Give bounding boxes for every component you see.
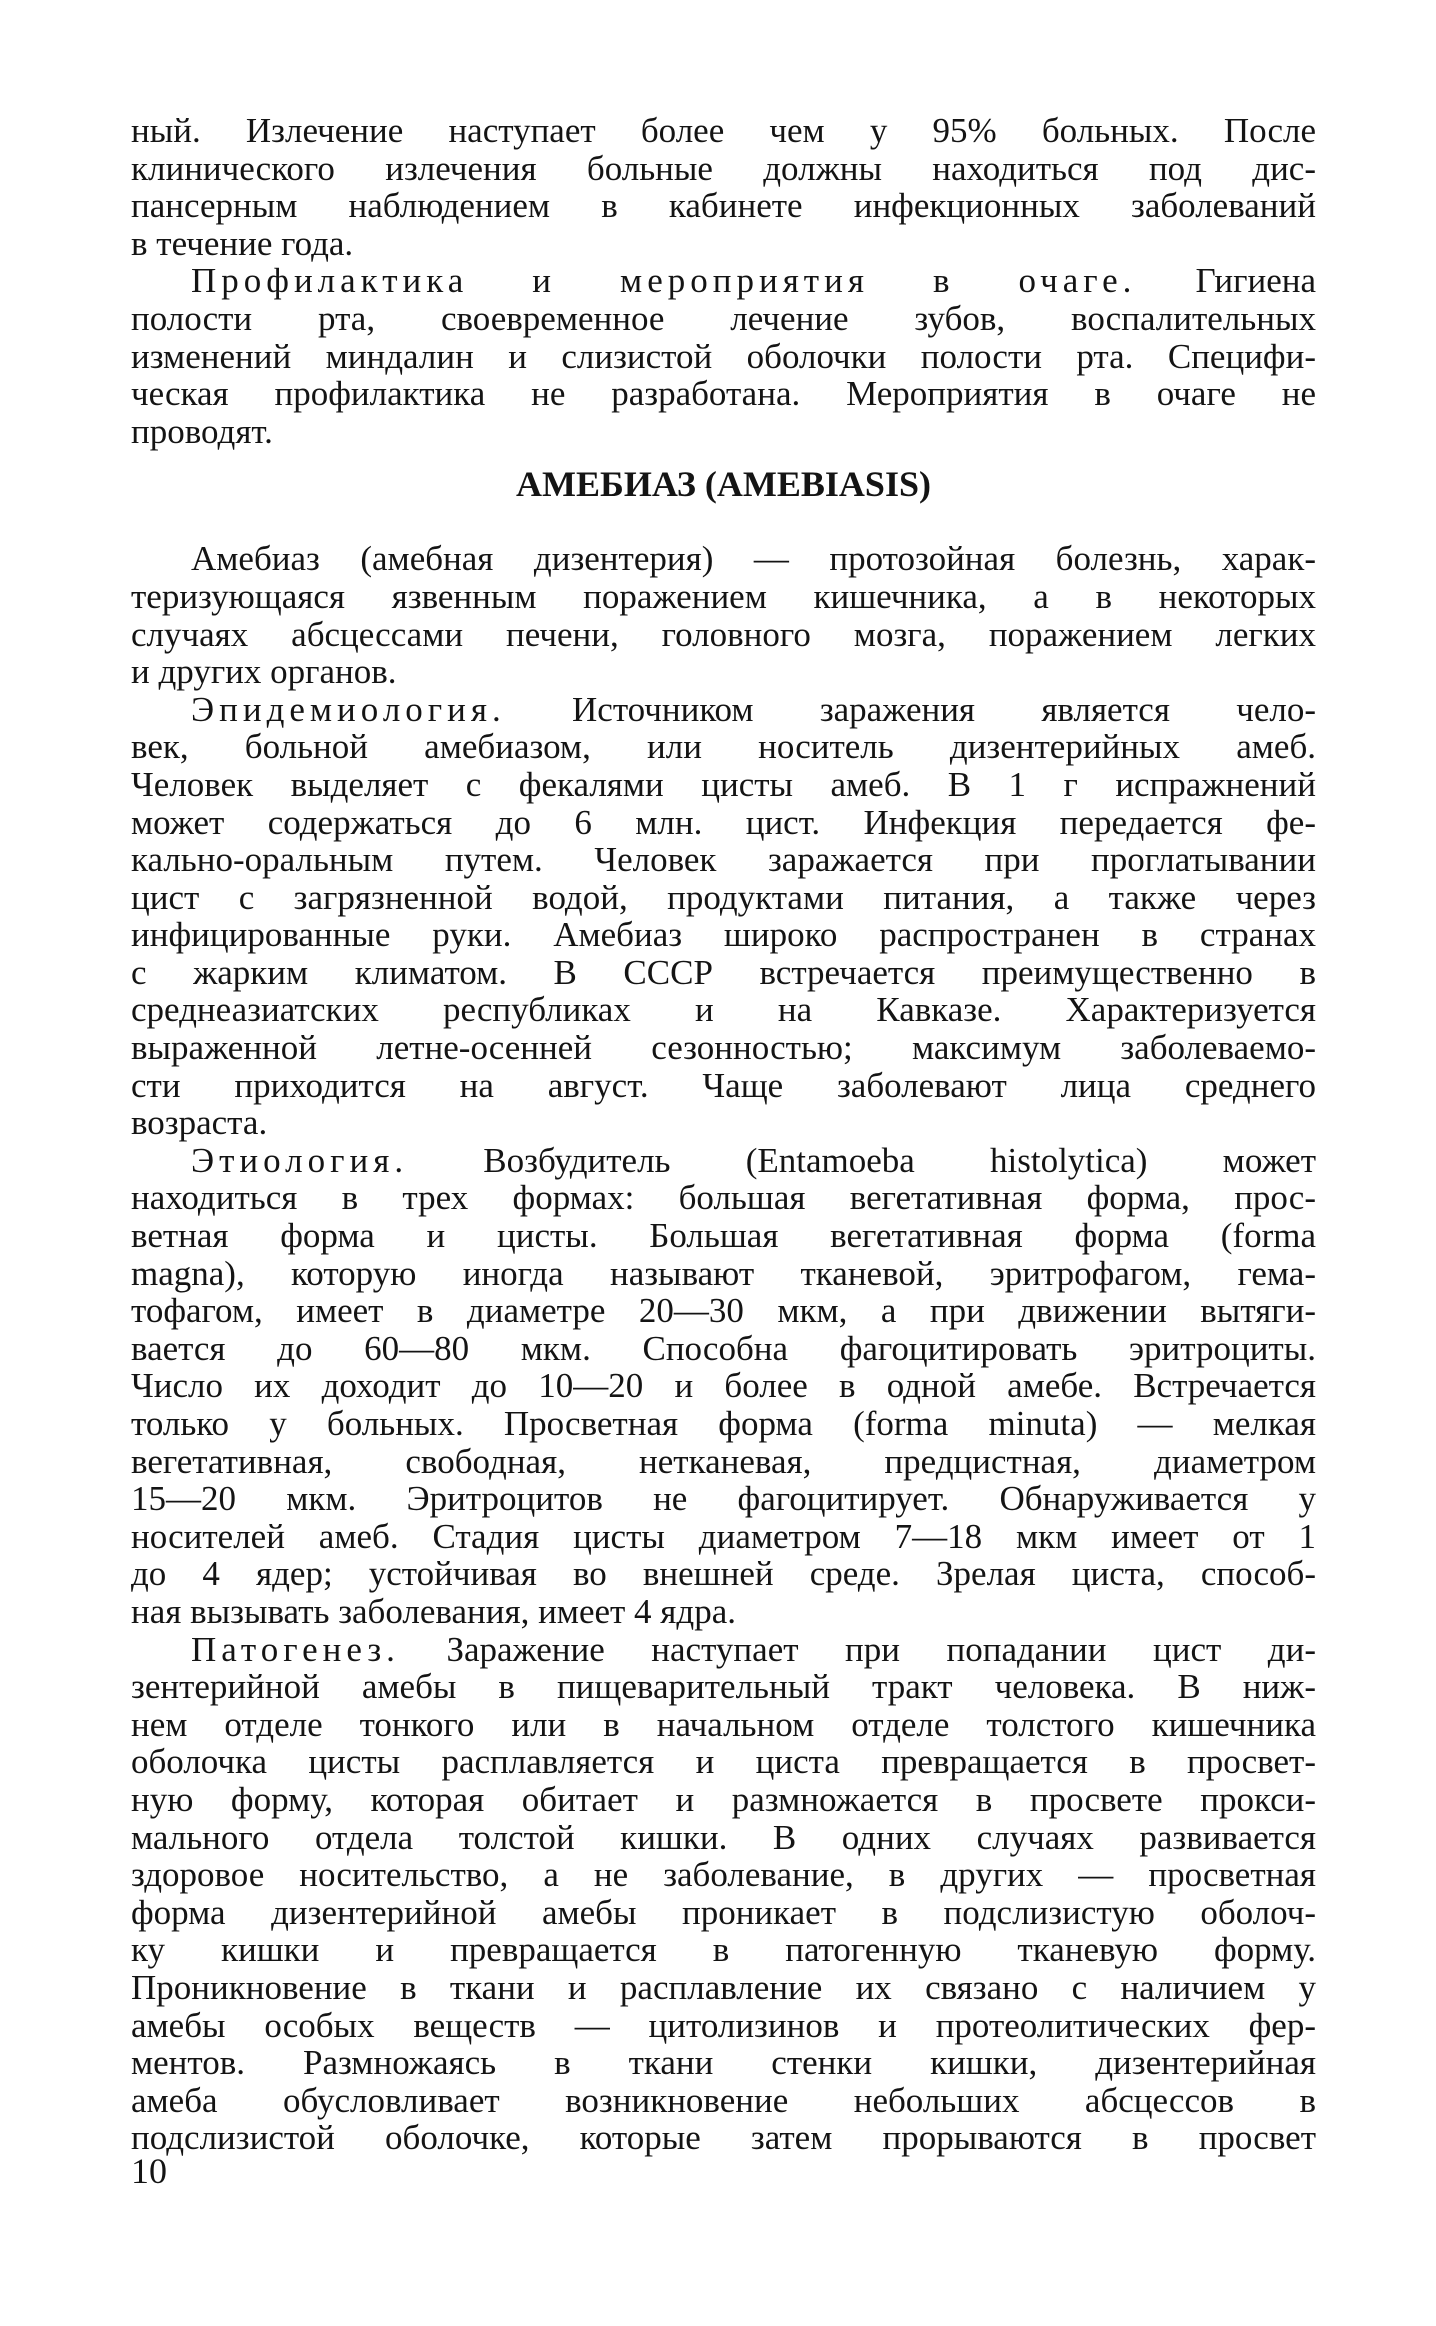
text-line: кально-оральным путем. Человек заражается при проглатывании xyxy=(131,840,1316,880)
text-line: полости рта, своевременное лечение зубов, воспалительных xyxy=(131,298,1316,338)
section-lead-etiology: Этиология. xyxy=(191,1140,409,1180)
text-line: носителей амеб. Стадия цисты диаметром 7—18 мкм имеет от 1 xyxy=(131,1516,1316,1556)
text-line: амеба обусловливает возникновение небольших абсцессов в xyxy=(131,2080,1316,2120)
text-line: с жарким климатом. В СССР встречается преимущественно в xyxy=(131,952,1316,992)
text-line: только у больных. Просветная форма (forma minuta) — мелкая xyxy=(131,1404,1316,1443)
text-line: оболочка цисты расплавляется и циста превращается в просвет- xyxy=(131,1742,1316,1782)
text-line: клинического излечения больные должны находиться под дис- xyxy=(131,148,1316,188)
text-line: цист с загрязненной водой, продуктами питания, а также через xyxy=(131,877,1316,917)
text-line: ная вызывать заболевания, имеет 4 ядра. xyxy=(131,1591,736,1631)
text-line: находиться в трех формах: большая вегетативная форма, прос- xyxy=(131,1178,1316,1218)
text-line: до 4 ядер; устойчивая во внешней среде. Зрелая циста, способ- xyxy=(131,1554,1316,1594)
text-line: вается до 60—80 мкм. Способна фагоцитировать эритроциты. xyxy=(131,1328,1316,1368)
text-line: здоровое носительство, а не заболевание, в других — просветная xyxy=(131,1855,1316,1895)
text-line: зентерийной амебы в пищеварительный тракт человека. В ниж- xyxy=(131,1667,1316,1707)
text-line: ный. Излечение наступает более чем у 95% больных. После xyxy=(131,111,1316,150)
text-line: Число их доходит до 10—20 и более в одной амебе. Встречается xyxy=(131,1366,1316,1406)
text-line-first: Амебиаз (амебная дизентерия) — протозойная болезнь, харак- xyxy=(191,539,1316,579)
text-line: подслизистой оболочке, которые затем прорываются в просвет xyxy=(131,2118,1316,2158)
text-line: magna), которую иногда называют тканевой, эритрофагом, гема- xyxy=(131,1253,1316,1293)
paragraph-etiology xyxy=(131,1142,1316,1631)
text-line: случаях абсцессами печени, головного мозга, поражением легких xyxy=(131,614,1316,654)
section-lead-prophylaxis: Профилактика и мероприятия в очаге. xyxy=(191,261,1137,301)
text-line: среднеазиатских республиках и на Кавказе. Характеризуется xyxy=(131,990,1316,1030)
text-line: может содержаться до 6 млн. цист. Инфекция передается фе- xyxy=(131,802,1316,842)
page-number: 10 xyxy=(131,2151,167,2191)
paragraph-epidemiology xyxy=(131,691,1316,1142)
text-line: изменений миндалин и слизистой оболочки полости рта. Специфи- xyxy=(131,336,1316,376)
text-line: пансерным наблюдением в кабинете инфекционных заболеваний xyxy=(131,186,1316,226)
text-line: инфицированные руки. Амебиаз широко распространен в странах xyxy=(131,915,1316,955)
text-line-first xyxy=(131,262,1316,300)
text-line: ческая профилактика не разработана. Мероприятия в очаге не xyxy=(131,374,1316,414)
text-line: Проникновение в ткани и расплавление их связано с наличием у xyxy=(131,1967,1316,2007)
section-lead-epidemiology: Эпидемиология. xyxy=(191,689,506,729)
paragraph-definition xyxy=(131,540,1316,690)
text-line-first xyxy=(131,1142,1316,1180)
text-line: проводят. xyxy=(131,411,273,451)
text-fragment: Источником заражения является чело- xyxy=(505,689,1316,729)
text-line: сти приходится на август. Чаще заболевают лица среднего xyxy=(131,1065,1316,1105)
text-line: 15—20 мкм. Эритроцитов не фагоцитирует. Обнаруживается у xyxy=(131,1479,1316,1519)
text-line: возраста. xyxy=(131,1103,268,1143)
text-line: Человек выделяет с фекалями цисты амеб. В 1 г испражнений xyxy=(131,764,1316,804)
text-line: нем отделе тонкого или в начальном отделе толстого кишечника xyxy=(131,1704,1316,1744)
text-line: и других органов. xyxy=(131,652,397,692)
text-line: форма дизентерийной амебы проникает в подслизистую оболоч- xyxy=(131,1892,1316,1932)
text-line: ную форму, которая обитает и размножается в просвете прокси- xyxy=(131,1779,1316,1819)
text-line: вегетативная, свободная, нетканевая, предцистная, диаметром xyxy=(131,1441,1316,1481)
paragraph-continuation xyxy=(131,112,1316,262)
text-line: век, больной амебиазом, или носитель дизентерийных амеб. xyxy=(131,727,1316,767)
text-fragment: Заражение наступает при попадании цист ди- xyxy=(399,1629,1316,1669)
page-body xyxy=(131,112,1316,2157)
text-line-first xyxy=(131,691,1316,729)
text-fragment: Гигиена xyxy=(1136,261,1316,301)
text-line: амебы особых веществ — цитолизинов и протеолитических фер- xyxy=(131,2005,1316,2045)
text-fragment: Возбудитель (Entamoeba histolytica) может xyxy=(408,1140,1316,1180)
text-line: ветная форма и цисты. Большая вегетативная форма (forma xyxy=(131,1216,1316,1256)
text-line: тофагом, имеет в диаметре 20—30 мкм, а при движении вытяги- xyxy=(131,1291,1316,1331)
text-line: ку кишки и превращается в патогенную тканевую форму. xyxy=(131,1930,1316,1970)
text-line-first xyxy=(131,1631,1316,1669)
text-line: выраженной летне-осенней сезонностью; максимум заболеваемо- xyxy=(131,1028,1316,1068)
text-line: в течение года. xyxy=(131,223,354,263)
section-lead-pathogenesis: Патогенез. xyxy=(191,1629,400,1669)
text-line: мального отдела толстой кишки. В одних случаях развивается xyxy=(131,1817,1316,1857)
text-line: теризующаяся язвенным поражением кишечника, а в некоторых xyxy=(131,576,1316,616)
section-heading: АМЕБИАЗ (AMEBIASIS) xyxy=(516,464,931,505)
paragraph-pathogenesis xyxy=(131,1631,1316,2157)
paragraph-prophylaxis xyxy=(131,262,1316,450)
text-line: ментов. Размножаясь в ткани стенки кишки, дизентерийная xyxy=(131,2043,1316,2083)
